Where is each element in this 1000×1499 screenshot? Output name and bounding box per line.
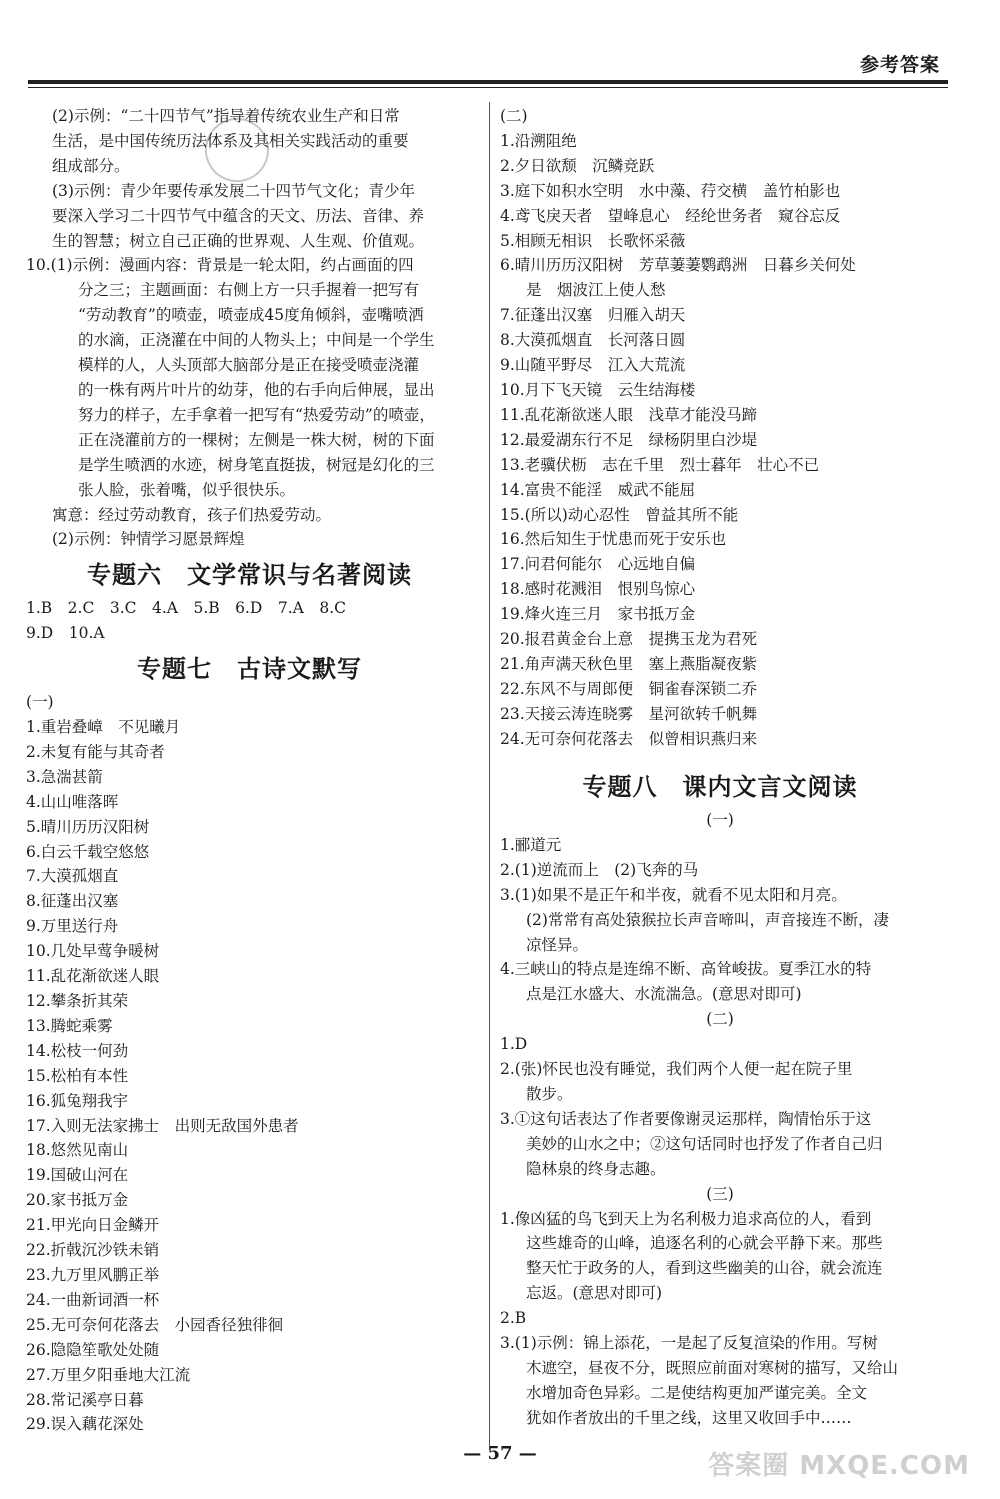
right-column [500,104,940,752]
text-line: 2.(张)怀民也没有睡觉，我们两个人便一起在院子里 [500,1060,853,1079]
text-line: 3.(1)如果不是正午和半夜，就看不见太阳和月亮。 [500,885,847,904]
text-line: (3)示例：青少年要传承发展二十四节气文化；青少年 [52,181,415,200]
answer-item: 24.无可奈何花落去 似曾相识燕归来 [500,729,758,748]
answer-item: 5.晴川历历汉阳树 [26,817,150,836]
answer-item: 29.误入藕花深处 [26,1415,144,1434]
watermark-logo: 答案圈 MXQE.COM [708,1451,970,1481]
text-line: 1.像凶猛的鸟飞到天上为名利极力追求高位的人，看到 [500,1209,872,1228]
answer-item: 18.感时花溅泪 恨别鸟惊心 [500,580,696,599]
text-line: 犹如作者放出的千里之线，这里又收回手中…… [526,1408,852,1427]
text-line: 忘返。(意思对即可) [526,1284,663,1303]
text-line: 1.郦道元 [500,835,562,854]
text-line: 的水滴，正浇灌在中间的人物头上；中间是一个学生 [78,331,435,350]
text-line: “劳动教育”的喷壶，喷壶成45度角倾斜，壶嘴喷洒 [78,306,424,325]
text-line: (2)常常有高处猿猴拉长声音啼叫，声音接连不断，凄 [526,910,889,929]
answer-item: 13.老骥伏枥 志在千里 烈士暮年 壮心不已 [500,455,820,474]
answer-item: 22.折戟沉沙铁未销 [26,1241,160,1260]
answer-item: 27.万里夕阳垂地大江流 [26,1365,191,1384]
answer-list [26,715,473,1437]
text-line: 努力的样子，左手拿着一把写有“热爱劳动”的喷壶， [78,405,435,424]
answer-item: 2.夕日欲颓 沉鳞竞跃 [500,156,655,175]
answer-item: 23.天接云涛连晓雾 星河欲转千帆舞 [500,704,758,723]
text-line: 3.①这句话表达了作者要像谢灵运那样，陶情怡乐于这 [500,1109,872,1128]
text-line: 木遮空，昼夜不分，既照应前面对寒树的描写，又给山 [526,1358,899,1377]
answer-item: 7.征蓬出汉塞 归雁入胡天 [500,306,686,325]
answer-item: 20.报君黄金台上意 提携玉龙为君死 [500,630,758,649]
answer-item: 10.月下飞天镜 云生结海楼 [500,380,696,399]
answer-item: 6.白云千载空悠悠 [26,842,150,861]
answer-item: 23.九万里风鹏正举 [26,1265,160,1284]
answer-item: 1.重岩叠嶂 不见曦月 [26,718,181,737]
answer-item: 21.角声满天秋色里 塞上燕脂凝夜紫 [500,654,758,673]
answer-item: 28.常记溪亭日暮 [26,1390,144,1409]
answer-item: 11.乱花渐欲迷人眼 [26,967,160,986]
text-line: 模样的人，人头顶部大脑部分是正在接受喷壶浇灌 [78,356,420,375]
answer-item: 9.万里送行舟 [26,917,119,936]
text-line: 3.(1)示例：锦上添花，一是起了反复渲染的作用。写树 [500,1334,878,1353]
answer-item: 17.入则无法家拂士 出则无敌国外患者 [26,1116,299,1135]
answer-item: 3.急湍甚箭 [26,767,103,786]
answer-item: 8.征蓬出汉塞 [26,892,119,911]
answer-item: 6.晴川历历汉阳树 芳草萋萋鹦鹉洲 日暮乡关何处 [500,256,856,275]
answer-item: 4.山山唯落晖 [26,792,119,811]
answer-item: 16.狐兔翔我宇 [26,1091,129,1110]
answer-item: 3.庭下如积水空明 水中藻、荇交横 盖竹柏影也 [500,181,841,200]
text-line: 的一株有两片叶片的幼芽，他的右手向后伸展，显出 [78,380,435,399]
answer-item: 25.无可奈何花落去 小园香径独徘徊 [26,1315,284,1334]
answer-item: 22.东风不与周郎便 铜雀春深锁二乔 [500,679,758,698]
answer-item-continued: 是 烟波江上使人愁 [526,281,666,300]
text-line: 10.(1)示例：漫画内容：背景是一轮太阳，约占画面的四 [26,256,414,275]
answer-item: 17.问君何能尔 心远地自偏 [500,555,696,574]
answer-item: 16.然后知生于忧患而死于安乐也 [500,530,727,549]
answer-item: 10.几处早莺争暖树 [26,942,160,961]
answer-item: 20.家书抵万金 [26,1191,129,1210]
answer-item: 9.山随平野尽 江入大荒流 [500,356,686,375]
header-rule-thin [28,87,948,88]
text-line: (2)示例：“二十四节气”指导着传统农业生产和日常 [52,107,400,125]
answer-item: 1.沿溯阻绝 [500,131,577,150]
text-line: 张人脸，张着嘴，似乎很快乐。 [78,480,296,499]
section-heading-8: 专题八 课内文言文阅读 [582,773,858,801]
answer-item: 14.松枝一何劲 [26,1041,129,1060]
answer-item: 12.最爱湖东行不足 绿杨阴里白沙堤 [500,430,758,449]
text-line: 寓意：经过劳动教育，孩子们热爱劳动。 [52,505,332,524]
answer-item: 15.(所以)动心忍性 曾益其所不能 [500,505,739,524]
answer-item: 12.攀条折其荣 [26,992,129,1010]
text-line: 美妙的山水之中；②这句话同时也抒发了作者自己归 [526,1134,883,1153]
section-heading-6: 专题六 文学常识与名著阅读 [87,561,412,590]
text-line: 组成部分。 [52,156,130,175]
answer-item: 13.腾蛇乘雾 [26,1016,113,1035]
answer-item: 2.未复有能与其奇者 [26,742,165,761]
text-line: 2.B [500,1309,527,1328]
text-line: (2)示例：钟情学习愿景辉煌 [52,530,245,549]
text-line: 生的智慧；树立自己正确的世界观、人生观、价值观。 [52,231,425,250]
answer-item: 18.悠然见南山 [26,1141,129,1160]
answer-item: 7.大漠孤烟直 [26,867,119,886]
answer-item: 19.国破山河在 [26,1166,129,1185]
sub-heading: (三) [706,1184,734,1203]
text-line: 散步。 [526,1084,573,1103]
answer-item: 19.烽火连三月 家书抵万金 [500,605,696,624]
text-line: 1.D [500,1035,528,1054]
answer-item: 15.松柏有本性 [26,1066,129,1085]
answer-line: 1.B 2.C 3.C 4.A 5.B 6.D 7.A 8.C [26,599,346,618]
text-line: 隐林泉的终身志趣。 [526,1159,666,1178]
left-column [26,104,473,1437]
column-divider [489,102,490,1450]
header-rule-thick [28,80,948,84]
answer-item: 26.隐隐笙歌处处随 [26,1340,160,1359]
text-line: 是学生喷洒的水迹，树身笔直挺拔，树冠是幻化的三 [78,455,435,474]
answer-item: 11.乱花渐欲迷人眼 浅草才能没马蹄 [500,405,758,424]
sub-heading: (二) [706,1010,734,1029]
text-line: 水增加奇色异彩。二是使结构更加严谨完美。全文 [526,1383,868,1402]
text-line: 分之三；主题画面：右侧上方一只手握着一把写有 [78,281,420,300]
text-line: 生活，是中国传统历法体系及其相关实践活动的重要 [52,131,409,150]
text-line: 4.三峡山的特点是连绵不断、高耸峻拔。夏季江水的特 [500,960,872,979]
page-number: — 57 — [463,1443,537,1464]
sub-heading: (一) [26,693,54,712]
answer-list [500,129,940,752]
answer-item: 14.富贵不能淫 威武不能屈 [500,480,696,499]
text-line: 正在浇灌前方的一棵树；左侧是一株大树，树的下面 [78,430,435,449]
text-line: 要深入学习二十四节气中蕴含的天文、历法、音律、养 [52,206,425,225]
answer-item: 24.一曲新词酒一杯 [26,1290,160,1309]
text-line: 2.(1)逆流而上 (2)飞奔的马 [500,860,699,879]
answer-item: 4.鸢飞戾天者 望峰息心 经纶世务者 窥谷忘反 [500,206,841,225]
answer-item: 21.甲光向日金鳞开 [26,1216,160,1235]
section-heading-7: 专题七 古诗文默写 [137,655,362,684]
answer-line: 9.D 10.A [26,624,105,643]
text-line: 点是江水盛大、水流湍急。(意思对即可) [526,985,802,1004]
text-line: 整天忙于政务的人，看到这些幽美的山谷，就会流连 [526,1259,883,1278]
text-line: 这些雄奇的山峰，追逐名利的心就会平静下来。那些 [526,1234,883,1253]
sub-heading: (二) [500,107,528,125]
header-title: 参考答案 [859,54,940,76]
text-line: 凉怪异。 [526,935,589,954]
answer-item: 5.相顾无相识 长歌怀采薇 [500,231,686,250]
answer-item: 8.大漠孤烟直 长河落日圆 [500,331,686,350]
sub-heading: (一) [706,811,734,829]
right-column-lower [500,773,940,1431]
